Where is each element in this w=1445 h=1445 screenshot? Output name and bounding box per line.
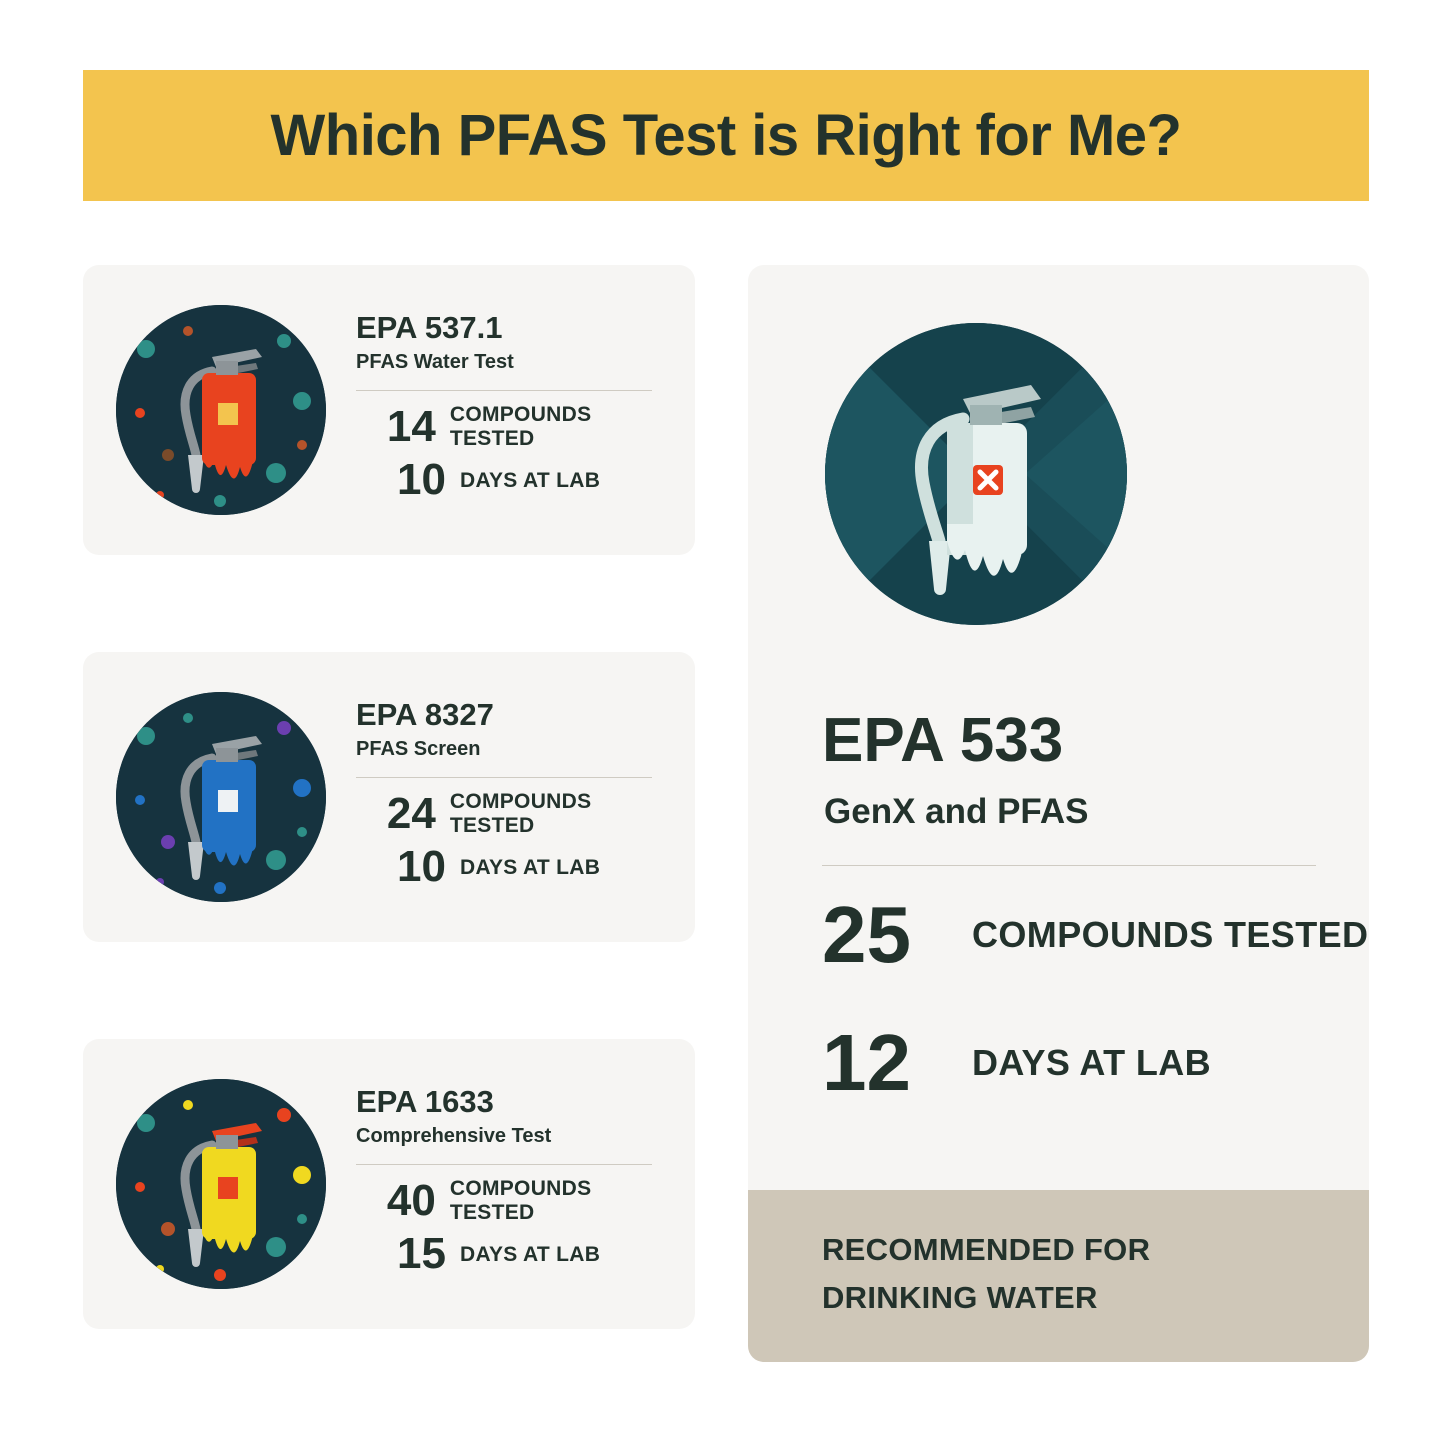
recommendation-line-2: DRINKING WATER: [822, 1280, 1098, 1316]
compounds-label: COMPOUNDS TESTED: [449, 1177, 592, 1224]
days-label: DAYS AT LAB: [460, 1242, 601, 1266]
featured-compounds-stat: [822, 890, 1369, 979]
days-stat: [356, 455, 656, 505]
days-stat: [356, 1229, 656, 1279]
fire-extinguisher-icon: [825, 323, 1127, 625]
divider: [356, 390, 652, 391]
days-label: DAYS AT LAB: [460, 468, 601, 492]
compounds-stat: [356, 403, 656, 450]
compounds-value: 14: [386, 401, 436, 451]
days-value: 15: [397, 1229, 446, 1279]
test-card-epa-1633[interactable]: [83, 1039, 695, 1329]
compounds-stat: [356, 1177, 656, 1224]
page-title: Which PFAS Test is Right for Me?: [270, 103, 1182, 168]
compounds-stat: [356, 790, 656, 837]
featured-test-card-epa-533[interactable]: [748, 265, 1369, 1362]
featured-compounds-label: COMPOUNDS TESTED: [972, 914, 1369, 956]
divider: [356, 777, 652, 778]
divider: [822, 865, 1316, 866]
test-subtitle: Comprehensive Test: [356, 1125, 552, 1148]
test-title: EPA 537.1: [356, 309, 503, 345]
fire-extinguisher-icon: [116, 305, 326, 515]
divider: [356, 1164, 652, 1165]
card-body: [356, 1084, 656, 1285]
card-body: [356, 310, 656, 511]
compounds-label: COMPOUNDS TESTED: [449, 790, 592, 837]
fire-extinguisher-icon: [116, 692, 326, 902]
test-card-epa-537-1[interactable]: [83, 265, 695, 555]
test-card-list: [83, 265, 695, 1329]
test-card-epa-8327[interactable]: [83, 652, 695, 942]
fire-extinguisher-icon: [116, 1079, 326, 1289]
featured-days-label: DAYS AT LAB: [972, 1042, 1212, 1084]
featured-days-value: 12: [822, 1018, 911, 1107]
days-label: DAYS AT LAB: [460, 855, 601, 879]
test-subtitle: PFAS Screen: [356, 738, 481, 761]
compounds-value: 40: [386, 1175, 436, 1225]
compounds-label: COMPOUNDS TESTED: [449, 403, 592, 450]
recommendation-line-1: RECOMMENDED FOR: [822, 1232, 1151, 1267]
test-title: EPA 8327: [356, 696, 494, 732]
test-subtitle: PFAS Water Test: [356, 351, 514, 374]
card-body: [356, 697, 656, 898]
featured-subtitle: GenX and PFAS: [824, 792, 1089, 831]
featured-compounds-value: 25: [822, 890, 911, 979]
compounds-value: 24: [386, 788, 436, 838]
featured-title: EPA 533: [822, 706, 1064, 775]
days-value: 10: [397, 455, 446, 505]
title-banner: [83, 70, 1369, 201]
recommendation-banner: [748, 1190, 1369, 1362]
test-title: EPA 1633: [356, 1083, 494, 1119]
featured-days-stat: [822, 1018, 1212, 1107]
days-stat: [356, 842, 656, 892]
days-value: 10: [397, 842, 446, 892]
